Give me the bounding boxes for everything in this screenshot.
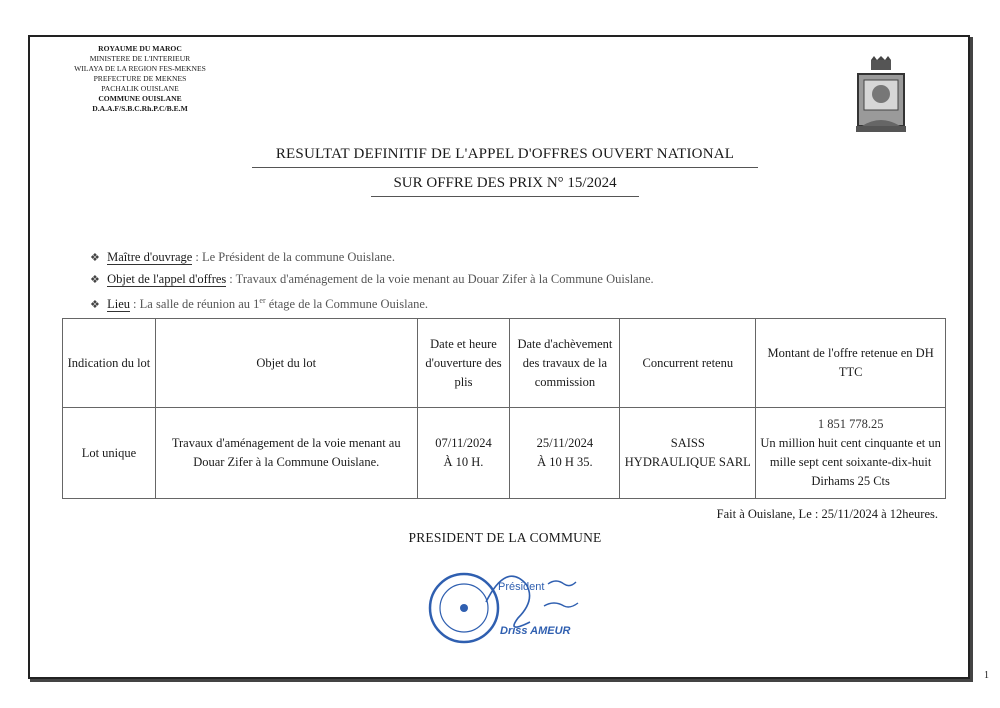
signature-name-text: Driss AMEUR [500, 625, 571, 637]
header-line-commune: COMMUNE OUISLANE [98, 94, 182, 103]
document-title-line2: SUR OFFRE DES PRIX N° 15/2024 [371, 175, 639, 197]
info-val-lieu-a: : La salle de réunion au 1 [133, 297, 260, 312]
info-item-objet [90, 268, 950, 290]
header-line-wilaya: WILAYA DE LA REGION FES-MEKNES [74, 64, 206, 73]
results-table [62, 318, 946, 499]
cell-concurrent: SAISS HYDRAULIQUE SARL [620, 408, 756, 499]
info-val-maitre: : Le Président de la commune Ouislane. [195, 250, 395, 264]
header-date-achevement: Date d'achèvement des travaux de la commission [510, 319, 620, 408]
header-montant: Montant de l'offre retenue en DH TTC [756, 319, 946, 408]
info-key-lieu: Lieu [107, 297, 131, 312]
info-key-maitre: Maître d'ouvrage [107, 250, 193, 264]
bullet-icon: ❖ [90, 252, 100, 264]
cell-date-achevement [510, 408, 620, 499]
cell-indication: Lot unique [63, 408, 156, 499]
header-line-reference: D.A.A.F/S.B.C.Rh.P.C/B.E.M [92, 104, 188, 113]
info-val-lieu-sup: er [259, 296, 266, 305]
cell-date-achevement-heure: À 10 H 35. [537, 455, 593, 469]
document-title-line1: RESULTAT DEFINITIF DE L'APPEL D'OFFRES OUVERT NATIONAL [252, 146, 758, 168]
bullet-icon: ❖ [90, 299, 100, 312]
signature-title-text: Président [498, 581, 545, 593]
header-line-prefecture: PREFECTURE DE MEKNES [93, 74, 187, 83]
cell-date-ouverture-heure: À 10 H. [443, 455, 484, 469]
header-concurrent: Concurrent retenu [620, 319, 756, 408]
info-val-lieu-b: étage de la Commune Ouislane. [265, 297, 429, 312]
cell-objet: Travaux d'aménagement de la voie menant au Douar Zifer à la Commune Ouislane. [155, 408, 417, 499]
table-row [63, 408, 946, 499]
cell-montant-lettres: Un million huit cent cinquante et un mille sept cent soixante-dix-huit Dirhams 25 Cts [760, 436, 941, 488]
info-list [90, 246, 950, 312]
header-line-pachalik: PACHALIK OUISLANE [101, 84, 179, 93]
table-header-row [63, 319, 946, 408]
cell-montant [756, 408, 946, 499]
place-date-line [600, 507, 938, 522]
cell-montant-chiffres: 1 851 778.25 [817, 417, 884, 431]
official-stamp-signature [426, 562, 596, 652]
info-val-objet: : Travaux d'aménagement de la voie menant au Douar Zifer à la Commune Ouislane. [229, 272, 654, 286]
cell-date-achevement-date: 25/11/2024 [536, 436, 594, 450]
info-item-maitre [90, 246, 950, 268]
signatory-title: PRESIDENT DE LA COMMUNE [408, 530, 602, 545]
header-line-kingdom: ROYAUME DU MAROC [98, 44, 182, 53]
info-item-lieu [90, 290, 950, 312]
cell-date-ouverture [417, 408, 510, 499]
place-date-value: 25/11/2024 à 12heures. [821, 507, 938, 521]
header-line-ministry: MINISTERE DE L'INTERIEUR [89, 54, 191, 63]
cell-date-ouverture-date: 07/11/2024 [435, 436, 492, 450]
header-date-ouverture: Date et heure d'ouverture des plis [417, 319, 510, 408]
header-indication: Indication du lot [63, 319, 156, 408]
info-key-objet: Objet de l'appel d'offres [107, 272, 227, 286]
page-number: 1 [984, 670, 989, 681]
header-objet: Objet du lot [155, 319, 417, 408]
place-date-prefix: Fait à Ouislane, Le : [716, 507, 822, 521]
bullet-icon: ❖ [90, 274, 100, 286]
royal-emblem-icon [852, 56, 910, 136]
administrative-header [50, 44, 230, 114]
